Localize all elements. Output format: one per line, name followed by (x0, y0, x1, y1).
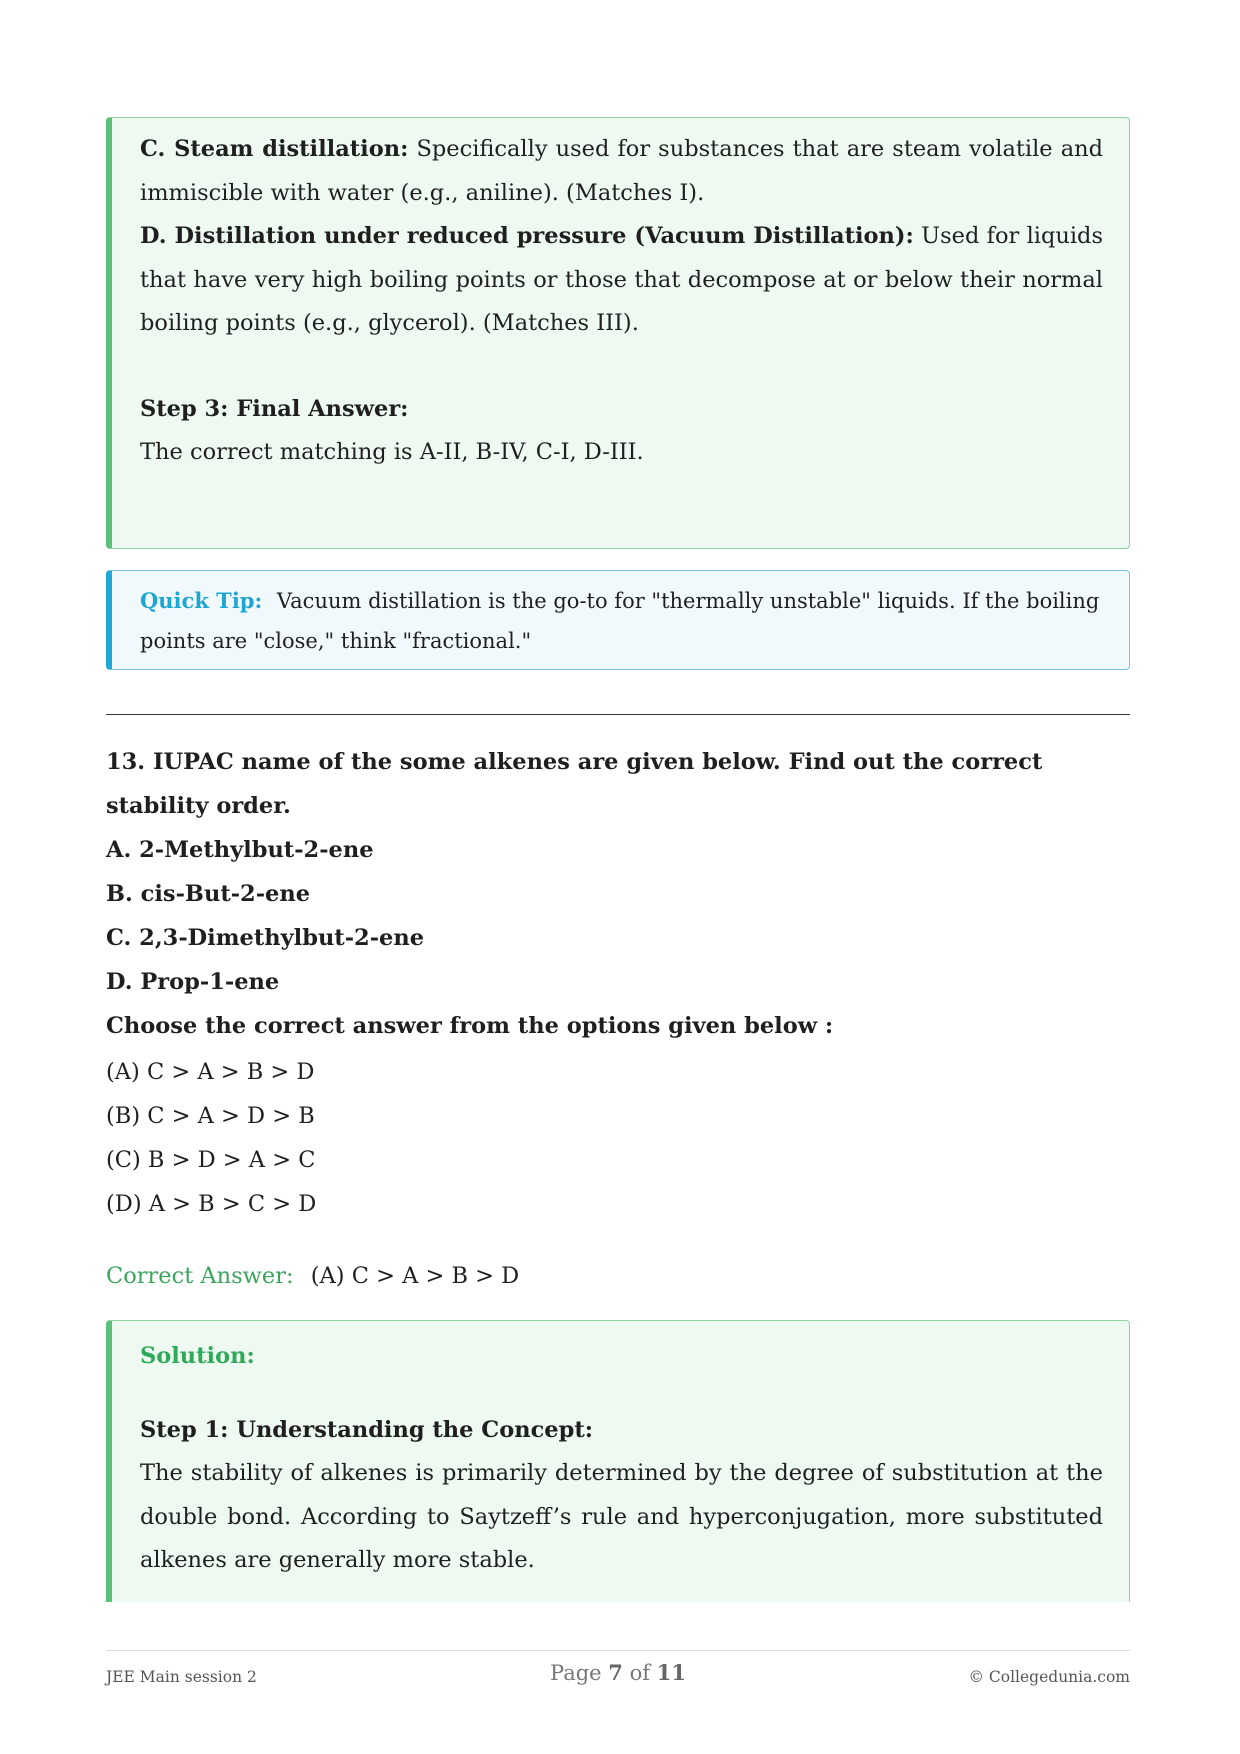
quick-tip-text: Vacuum distillation is the go-to for "thermally unstable" liquids. If the boiling points are "close," think "fractional." (140, 589, 1100, 653)
page-footer (106, 1660, 1130, 1694)
quick-tip-paragraph (140, 581, 1103, 661)
step-d-paragraph (140, 215, 1103, 346)
question-item: C. 2,3-Dimethylbut-2-ene (106, 925, 425, 951)
step3-title: Step 3: Final Answer: (140, 395, 409, 422)
question-item: B. cis-But-2-ene (106, 881, 311, 907)
page-number: Page 7 of 11 (550, 1660, 686, 1685)
footer-copyright: © Collegedunia.com (968, 1668, 1130, 1686)
step-c-label: C. Steam distillation: (140, 136, 409, 162)
question-stem: 13. IUPAC name of the some alkenes are given below. Find out the correct stability order. (106, 749, 1043, 819)
option-c: (C) B > D > A > C (106, 1147, 316, 1173)
footer-exam-name: JEE Main session 2 (106, 1668, 257, 1686)
correct-answer (106, 1255, 1130, 1299)
quick-tip-box (106, 570, 1130, 670)
step-d-text: Used for liquids that have very high boiling points or those that decompose at or below their normal boiling points (e.g., glycerol). (Matches III). (140, 223, 1104, 336)
correct-answer-value: (A) C > A > B > D (310, 1263, 520, 1289)
option-d: (D) A > B > C > D (106, 1191, 317, 1217)
option-b: (B) C > A > D > B (106, 1103, 315, 1129)
question-block (106, 740, 1130, 1048)
previous-solution-box (106, 117, 1130, 549)
step-d-label: D. Distillation under reduced pressure (Vacuum Distillation): (140, 223, 914, 249)
correct-answer-label: Correct Answer: (106, 1263, 294, 1289)
page-total: 11 (656, 1660, 686, 1685)
step1-title: Step 1: Understanding the Concept: (140, 1416, 594, 1443)
question-item: A. 2-Methylbut-2-ene (106, 837, 374, 863)
solution-title: Solution: (140, 1343, 255, 1369)
solution-box (106, 1320, 1130, 1602)
question-prompt: Choose the correct answer from the options given below : (106, 1013, 834, 1039)
question-item: D. Prop-1-ene (106, 969, 280, 995)
option-a: (A) C > A > B > D (106, 1059, 315, 1085)
quick-tip-label: Quick Tip: (140, 588, 263, 613)
step-c-paragraph (140, 128, 1103, 215)
footer-divider (106, 1650, 1130, 1651)
section-divider (106, 714, 1130, 715)
page-current: 7 (608, 1660, 623, 1685)
step-c-text: Specifically used for substances that are steam volatile and immiscible with water (e.g., aniline). (Matches I). (140, 136, 1104, 206)
step3-text: The correct matching is A-II, B-IV, C-I, D-III. (140, 439, 644, 465)
step1-text: The stability of alkenes is primarily determined by the degree of substitution at the double bond. According to Saytzeff’s rule and hyperconjugation, more substituted alkenes are generally more stable. (140, 1460, 1103, 1573)
options-list (106, 1050, 1130, 1226)
